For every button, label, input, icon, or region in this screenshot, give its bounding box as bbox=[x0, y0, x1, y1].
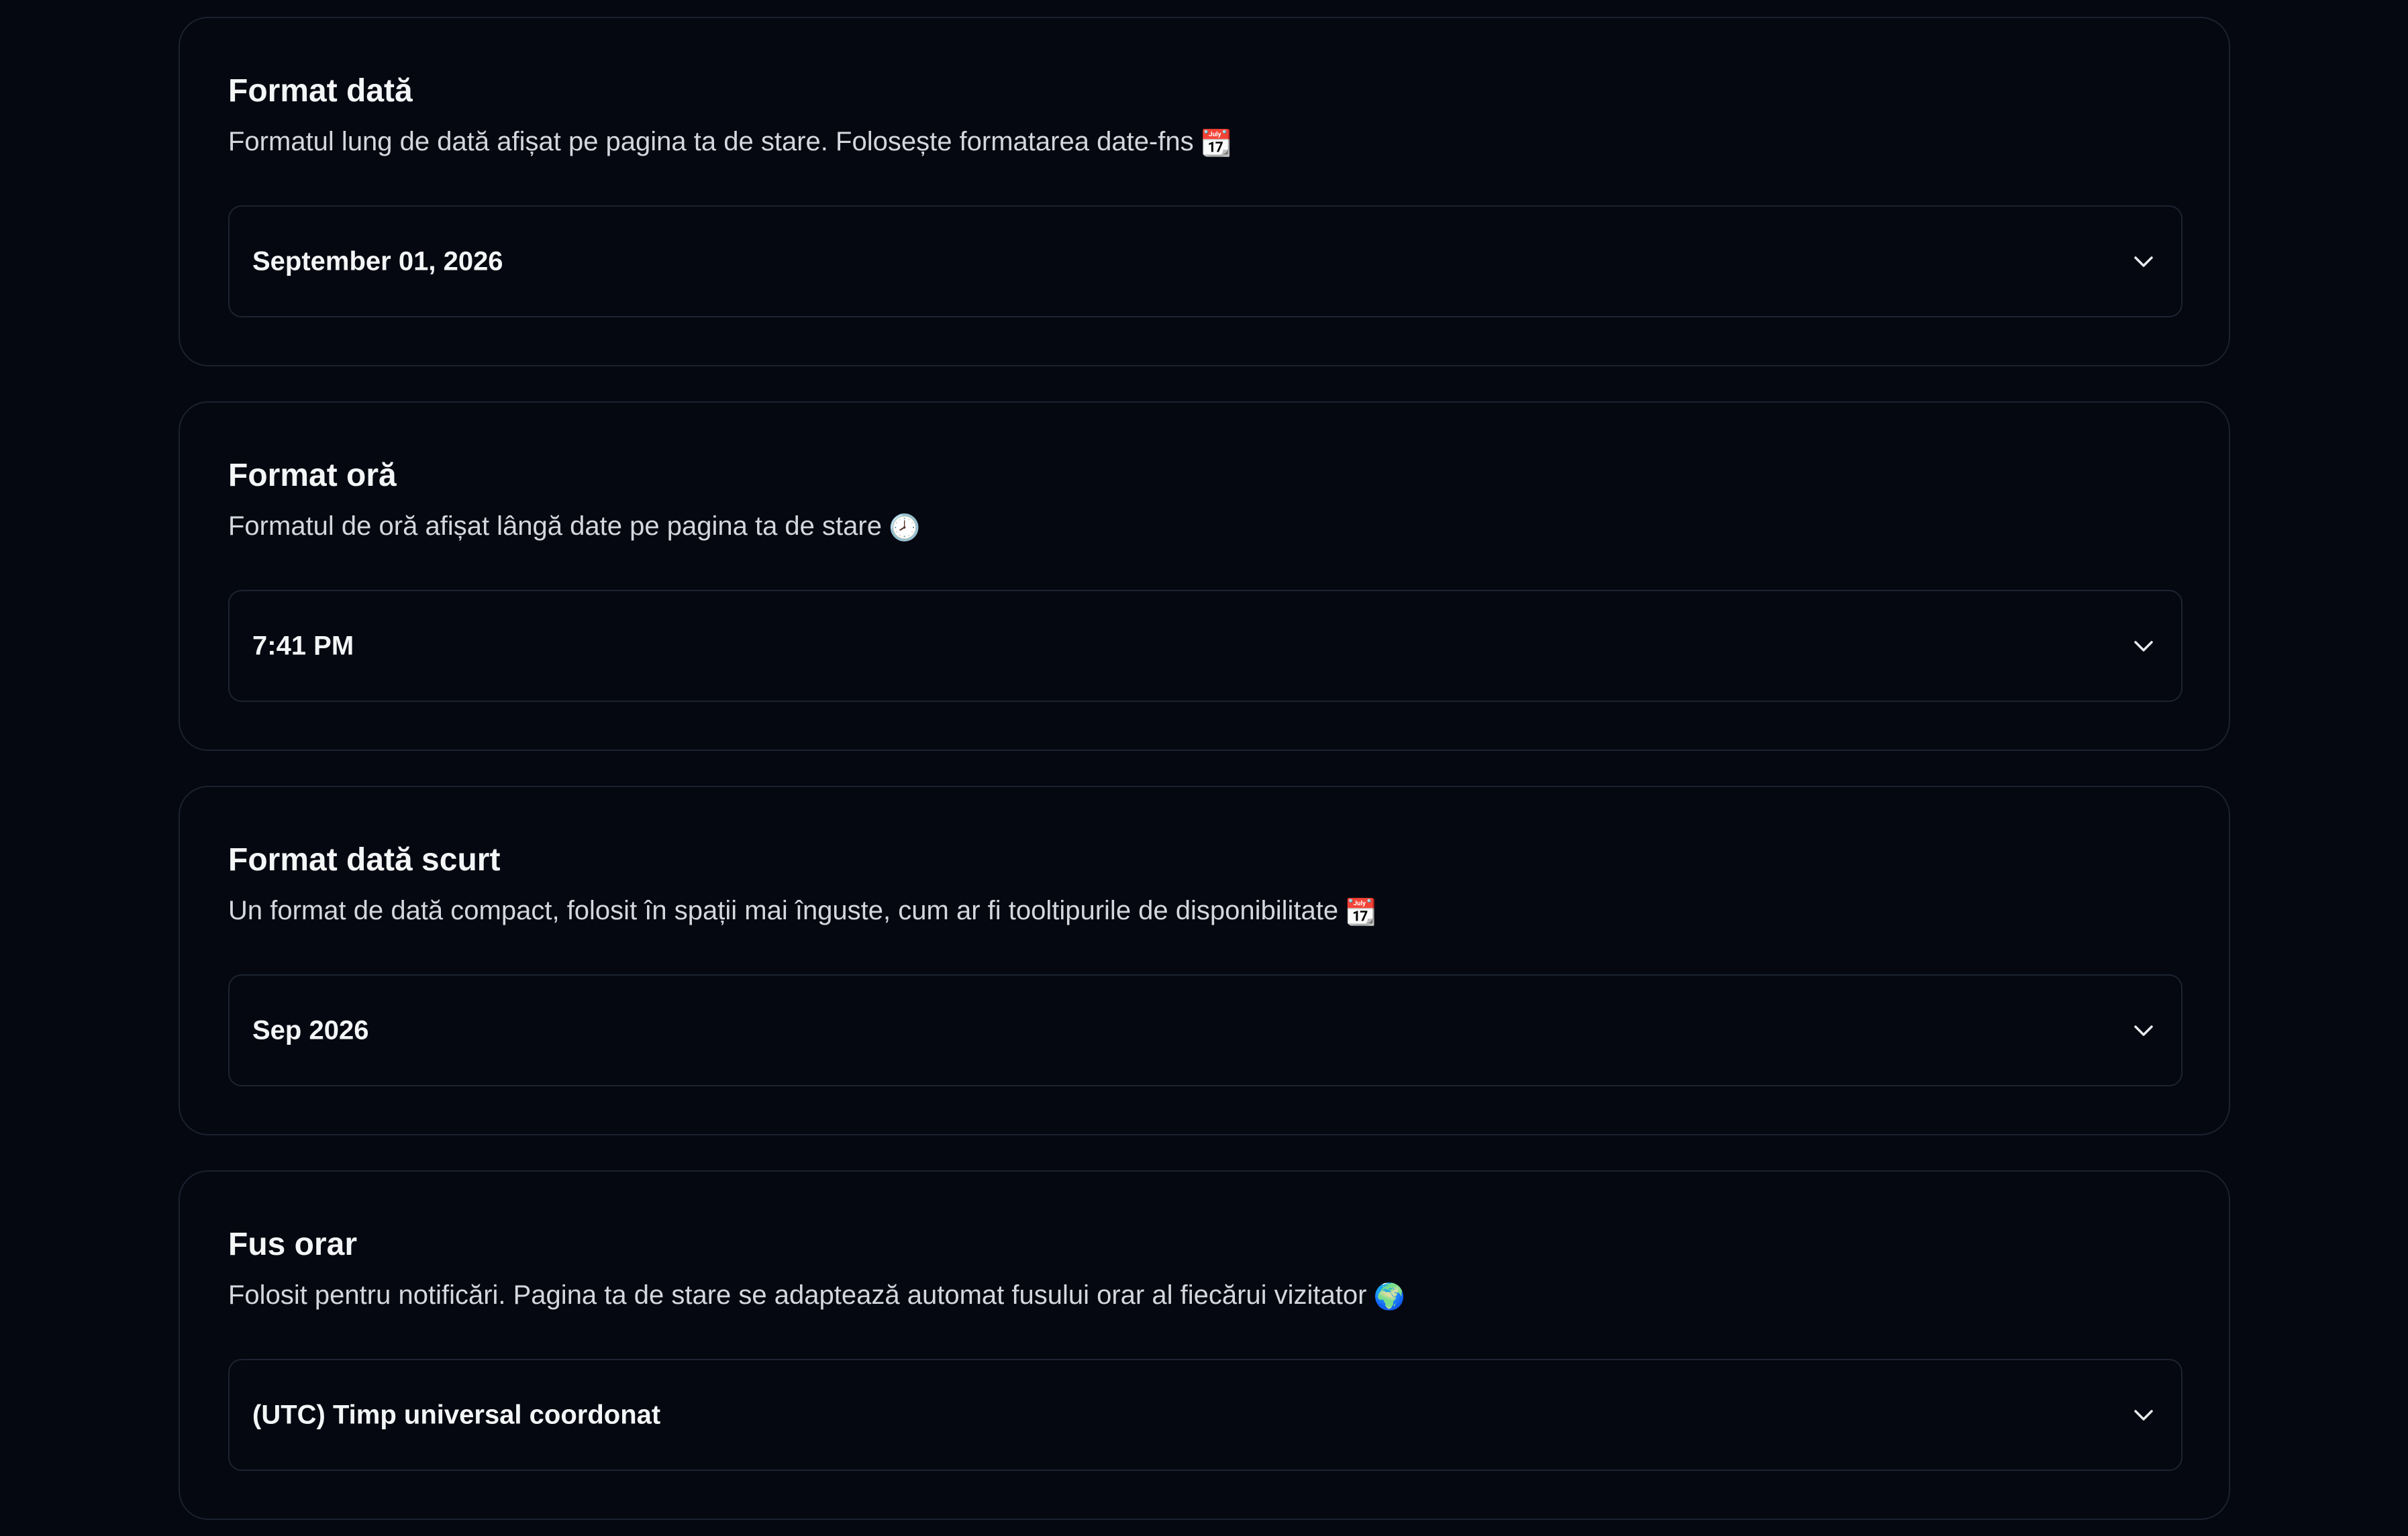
time-format-title: Format oră bbox=[228, 458, 397, 493]
chevron-down-icon bbox=[2130, 1402, 2157, 1429]
short-date-format-description-text: Un format de dată compact, folosit în spații mai înguste, cum ar fi tooltipurile de disponibilitate bbox=[228, 896, 1339, 925]
chevron-down-icon bbox=[2130, 1017, 2157, 1044]
short-date-format-selected-value: Sep 2026 bbox=[252, 1015, 369, 1045]
time-format-selected-value: 7:41 PM bbox=[252, 631, 354, 660]
chevron-down-icon bbox=[2130, 248, 2157, 275]
date-format-description bbox=[228, 125, 1232, 159]
short-date-format-select[interactable] bbox=[228, 974, 2183, 1086]
timezone-card bbox=[179, 1170, 2230, 1520]
timezone-description-text: Folosit pentru notificări. Pagina ta de stare se adaptează automat fusului orar al fiecărui vizitator bbox=[228, 1280, 1367, 1310]
timezone-select[interactable] bbox=[228, 1359, 2183, 1471]
timezone-selected-value: (UTC) Timp universal coordonat bbox=[252, 1400, 661, 1429]
calendar-icon: 📆 bbox=[1200, 128, 1232, 158]
time-format-description bbox=[228, 510, 920, 544]
chevron-down-icon bbox=[2130, 633, 2157, 660]
time-format-description-text: Formatul de oră afișat lângă date pe pagina ta de stare bbox=[228, 511, 882, 541]
date-format-selected-value: September 01, 2026 bbox=[252, 246, 503, 276]
date-format-title: Format dată bbox=[228, 73, 413, 109]
calendar-icon: 📆 bbox=[1345, 897, 1377, 927]
date-format-description-text: Formatul lung de dată afișat pe pagina ta de stare. Folosește formatarea date-fns bbox=[228, 127, 1194, 156]
globe-icon: 🌍 bbox=[1373, 1282, 1405, 1311]
timezone-title: Fus orar bbox=[228, 1227, 358, 1262]
timezone-description bbox=[228, 1279, 1405, 1313]
short-date-format-title: Format dată scurt bbox=[228, 842, 501, 878]
time-format-select[interactable] bbox=[228, 590, 2183, 702]
date-format-select[interactable] bbox=[228, 205, 2183, 317]
short-date-format-description bbox=[228, 894, 1377, 928]
time-format-card bbox=[179, 401, 2230, 751]
clock-icon: 🕗 bbox=[888, 513, 921, 542]
short-date-format-card bbox=[179, 786, 2230, 1135]
date-format-card bbox=[179, 17, 2230, 366]
